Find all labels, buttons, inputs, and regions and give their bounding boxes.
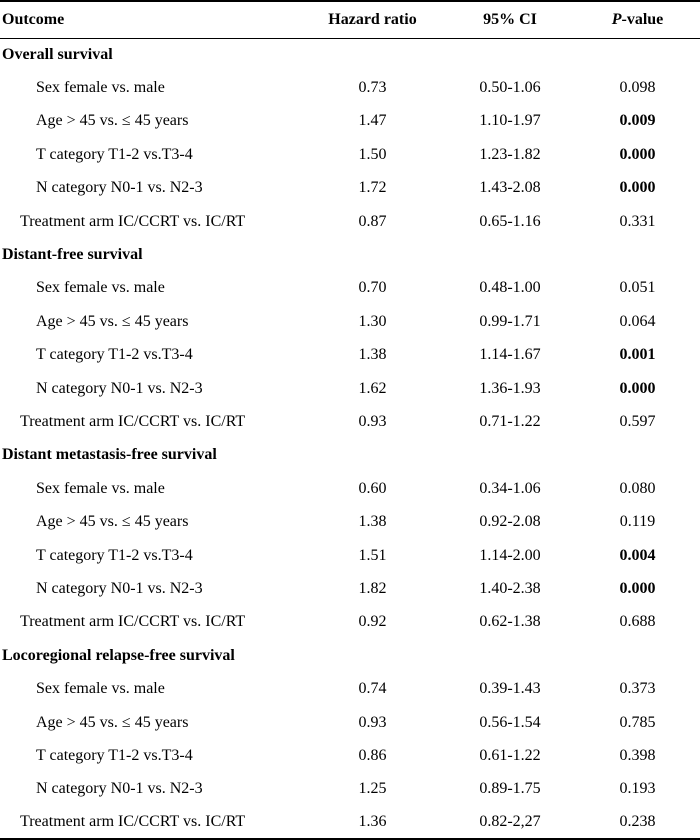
p-value-cell: 0.238 (575, 806, 700, 839)
p-value-cell: 0.009 (619, 112, 656, 130)
hazard-ratio-cell: 1.72 (358, 179, 387, 197)
header-outcome: Outcome (0, 1, 300, 38)
table-row (0, 739, 700, 772)
table-row (0, 105, 700, 138)
ci-cell: 0.62-1.38 (479, 613, 541, 631)
ci-cell: 0.89-1.75 (479, 780, 541, 798)
ci-cell: 0.71-1.22 (479, 412, 541, 430)
p-value-cell: 0.080 (619, 479, 656, 497)
table-body (0, 38, 700, 839)
variable-cell: Sex female vs. male (36, 680, 165, 698)
hazard-ratio-cell: 0.92 (358, 613, 387, 631)
p-value-cell: 0.000 (619, 579, 656, 597)
ci-cell: 0.99-1.71 (479, 312, 541, 330)
group-row (0, 38, 700, 71)
ci-cell: 0.56-1.54 (479, 713, 541, 731)
ci-cell: 0.34-1.06 (479, 479, 541, 497)
p-value-cell: 0.000 (619, 379, 656, 397)
p-value-cell: 0.000 (619, 179, 656, 197)
group-title: Distant-free survival (2, 246, 143, 264)
hazard-ratio-cell: 0.74 (358, 680, 387, 698)
group-row (0, 639, 700, 672)
ci-cell: 0.65-1.16 (479, 212, 541, 230)
variable-cell: T category T1-2 vs.T3-4 (36, 346, 193, 364)
p-value-cell: 0.373 (619, 680, 656, 698)
p-value-cell: 0.193 (619, 780, 656, 798)
ci-cell: 0.50-1.06 (479, 79, 541, 97)
ci-cell: 0.92-2.08 (479, 513, 541, 531)
hazard-ratio-cell: 1.36 (300, 806, 445, 839)
ci-cell: 0.61-1.22 (479, 746, 541, 764)
variable-cell: Treatment arm IC/CCRT vs. IC/RT (20, 412, 246, 430)
hazard-ratio-cell: 1.38 (358, 346, 387, 364)
group-title: Overall survival (2, 45, 113, 63)
header-p-italic: P (611, 10, 622, 28)
hazard-ratio-cell: 0.93 (358, 412, 387, 430)
table-row (0, 272, 700, 305)
table-row (0, 71, 700, 104)
table-row (0, 405, 700, 438)
variable-cell: N category N0-1 vs. N2-3 (36, 379, 203, 397)
table-row (0, 505, 700, 538)
header-p-suffix: -value (621, 10, 664, 28)
header-row (0, 1, 700, 38)
group-row (0, 439, 700, 472)
variable-cell: Treatment arm IC/CCRT vs. IC/RT (0, 806, 300, 839)
variable-cell: N category N0-1 vs. N2-3 (36, 780, 203, 798)
ci-cell: 1.40-2.38 (479, 579, 541, 597)
ci-cell: 1.14-1.67 (479, 346, 541, 364)
variable-cell: Sex female vs. male (36, 79, 165, 97)
table-row (0, 606, 700, 639)
ci-cell: 1.23-1.82 (479, 145, 541, 163)
ci-cell: 1.36-1.93 (479, 379, 541, 397)
table-row (0, 205, 700, 238)
p-value-cell: 0.051 (619, 279, 656, 297)
hazard-ratio-cell: 1.30 (358, 312, 387, 330)
p-value-cell: 0.119 (619, 513, 656, 531)
variable-cell: Sex female vs. male (36, 279, 165, 297)
table-row (0, 806, 700, 839)
table-row (0, 305, 700, 338)
hazard-ratio-cell: 0.93 (358, 713, 387, 731)
table-row (0, 572, 700, 605)
p-value-cell: 0.004 (619, 546, 656, 564)
hazard-ratio-cell: 0.87 (358, 212, 387, 230)
table-row (0, 773, 700, 806)
header-p-value (575, 1, 700, 38)
variable-cell: Age > 45 vs. ≤ 45 years (36, 112, 189, 130)
header-hazard-ratio: Hazard ratio (300, 1, 445, 38)
hazard-ratio-cell: 0.60 (358, 479, 387, 497)
table-row (0, 539, 700, 572)
variable-cell: Treatment arm IC/CCRT vs. IC/RT (20, 613, 246, 631)
p-value-cell: 0.098 (619, 79, 656, 97)
table-header (0, 1, 700, 38)
hazard-ratio-cell: 1.50 (358, 145, 387, 163)
ci-cell: 0.39-1.43 (479, 680, 541, 698)
p-value-cell: 0.398 (619, 746, 656, 764)
p-value-cell: 0.331 (619, 212, 656, 230)
group-title: Locoregional relapse-free survival (2, 646, 235, 664)
header-ci: 95% CI (445, 1, 575, 38)
hazard-ratio-cell: 1.82 (358, 579, 387, 597)
p-value-cell: 0.000 (619, 145, 656, 163)
p-value-cell: 0.597 (619, 412, 656, 430)
group-title: Distant metastasis-free survival (2, 446, 217, 464)
ci-cell: 0.48-1.00 (479, 279, 541, 297)
hazard-ratio-cell: 0.86 (358, 746, 387, 764)
variable-cell: T category T1-2 vs.T3-4 (36, 746, 193, 764)
table-row (0, 472, 700, 505)
table-row (0, 706, 700, 739)
ci-cell: 1.10-1.97 (479, 112, 541, 130)
variable-cell: Age > 45 vs. ≤ 45 years (36, 713, 189, 731)
p-value-cell: 0.001 (619, 346, 656, 364)
hazard-ratio-cell: 1.47 (358, 112, 387, 130)
p-value-cell: 0.785 (619, 713, 656, 731)
variable-cell: Age > 45 vs. ≤ 45 years (36, 513, 189, 531)
table-row (0, 172, 700, 205)
variable-cell: T category T1-2 vs.T3-4 (36, 546, 193, 564)
hazard-ratio-cell: 1.51 (358, 546, 387, 564)
variable-cell: Age > 45 vs. ≤ 45 years (36, 312, 189, 330)
p-value-cell: 0.688 (619, 613, 656, 631)
table-row (0, 672, 700, 705)
ci-cell: 0.82-2,27 (445, 806, 575, 839)
variable-cell: N category N0-1 vs. N2-3 (36, 579, 203, 597)
variable-cell: Treatment arm IC/CCRT vs. IC/RT (20, 212, 246, 230)
table-row (0, 339, 700, 372)
ci-cell: 1.43-2.08 (479, 179, 541, 197)
p-value-cell: 0.064 (619, 312, 656, 330)
table-row (0, 372, 700, 405)
variable-cell: Sex female vs. male (36, 479, 165, 497)
variable-cell: N category N0-1 vs. N2-3 (36, 179, 203, 197)
hazard-ratio-cell: 0.73 (358, 79, 387, 97)
group-row (0, 238, 700, 271)
ci-cell: 1.14-2.00 (479, 546, 541, 564)
hazard-ratio-cell: 1.25 (358, 780, 387, 798)
hazard-ratio-cell: 1.62 (358, 379, 387, 397)
hazard-ratio-cell: 1.38 (358, 513, 387, 531)
variable-cell: T category T1-2 vs.T3-4 (36, 145, 193, 163)
hazard-ratio-cell: 0.70 (358, 279, 387, 297)
table-row (0, 138, 700, 171)
